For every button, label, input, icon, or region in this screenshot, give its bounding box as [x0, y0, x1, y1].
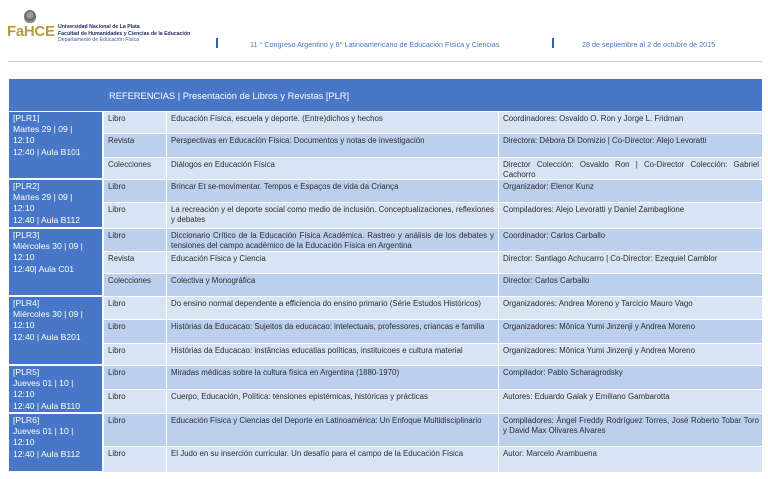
table-row [104, 252, 762, 273]
table-row [104, 390, 762, 413]
session-day: Jueves 01 | 10 | [13, 426, 74, 437]
session-plr5 [9, 366, 102, 413]
session-plr1 [9, 112, 102, 179]
logo-text: FaHCE [7, 23, 55, 40]
session-time: 12:10 [13, 389, 35, 400]
session-time: 12:10 [13, 437, 35, 448]
item-title: Miradas médicas sobre la cultura física en Argentina (1880-1970) [166, 366, 497, 389]
session-time: 12:10 [13, 203, 35, 214]
item-responsible: Director Colección: Osvaldo Ron | Co-Director Colección: Gabriel Cachorro [498, 158, 762, 179]
item-title: Educación Física y Ciencia [166, 252, 497, 273]
item-type: Libro [108, 231, 126, 240]
item-responsible: Director: Santiago Achucarro | Co-Director: Ezequiel Camblor [498, 252, 762, 273]
item-title: Do ensino normal dependente a efficiencia do ensino primario (Série Estudos Históricos) [166, 297, 497, 319]
item-responsible: Organizador: Elenor Kunz [498, 180, 762, 202]
congress-title: 11 ° Congreso Argentino y 6° Latinoamericano de Educación Física y Ciencias [250, 40, 500, 49]
session-room: 12:40 | Aula B112 [13, 214, 81, 225]
university-seal-icon [24, 10, 36, 23]
item-responsible: Autores: Eduardo Galak y Emiliano Gambarotta [498, 390, 762, 413]
item-type: Libro [108, 392, 126, 401]
header-rule [8, 61, 762, 62]
table-row [104, 134, 762, 157]
item-type: Colecciones [108, 160, 151, 169]
item-title: Educación Física, escuela y deporte. (Entre)dichos y hechos [166, 112, 497, 133]
item-responsible: Directora: Débora Di Domizio | Co-Director: Alejo Levoratti [498, 134, 762, 157]
item-responsible: Coordinadores: Osvaldo O. Ron y Jorge L. Fridman [498, 112, 762, 133]
item-responsible: Organizadores: Mônica Yumi Jinzenji y Andrea Moreno [498, 344, 762, 365]
session-code: [PLR1] [13, 113, 40, 123]
item-responsible: Compiladores: Alejo Levoratti y Daniel Zambaglione [498, 203, 762, 228]
session-plr6 [9, 414, 102, 472]
institution-department: Departamento de Educación Física [58, 37, 140, 44]
session-room: 12:40 | Aula B112 [13, 448, 81, 459]
item-type: Libro [108, 114, 126, 123]
item-type: Revista [108, 136, 135, 145]
item-title: La recreación y el deporte social como medio de inclusión. Conceptualizaciones, reflexiones y debates [166, 203, 497, 228]
table-row [104, 414, 762, 446]
session-day: Miércoles 30 | 09 | [13, 309, 83, 320]
congress-dates: 28 de septiembre al 2 de octubre de 2015 [582, 40, 716, 49]
session-day: Martes 29 | 09 | [13, 192, 73, 203]
session-day: Jueves 01 | 10 | [13, 378, 74, 389]
session-room: 12:40 | Aula B110 [13, 400, 81, 411]
table-banner [9, 79, 762, 111]
institution-block [58, 24, 190, 44]
fahce-logo [7, 10, 59, 42]
item-title: Diálogos en Educación Física [166, 158, 497, 179]
item-title: El Judo en su inserción curricular. Un desafío para el campo de la Educación Física [166, 447, 497, 472]
session-time: 12:10 [13, 135, 35, 146]
item-title: Perspectivas en Educación Física: Documentos y notas de investigación [166, 134, 497, 157]
references-table [9, 79, 762, 472]
institution-university: Universidad Nacional de La Plata [58, 24, 140, 30]
table-row [104, 447, 762, 472]
session-day: Martes 29 | 09 | [13, 124, 73, 135]
item-type: Libro [108, 416, 126, 425]
item-responsible: Director: Carlos Carballo [498, 274, 762, 296]
table-row [104, 229, 762, 251]
session-plr4 [9, 297, 102, 365]
session-plr2 [9, 180, 102, 228]
table-row [104, 274, 762, 296]
item-type: Libro [108, 449, 126, 458]
table-row [104, 203, 762, 228]
item-type: Libro [108, 322, 126, 331]
item-title: Cuerpo, Educación, Política: tensiones epistémicas, históricas y prácticas [166, 390, 497, 413]
session-room: 12:40 | Aula B201 [13, 331, 81, 342]
session-code: [PLR3] [13, 230, 40, 240]
item-type: Libro [108, 346, 126, 355]
item-title: Colectiva y Monográfica [166, 274, 497, 296]
table-title: REFERENCIAS | Presentación de Libros y Revistas [PLR] [109, 91, 350, 101]
table-row [104, 112, 762, 133]
session-code: [PLR2] [13, 181, 40, 191]
session-room: 12:40| Aula C01 [13, 263, 75, 274]
session-day: Miércoles 30 | 09 | [13, 241, 83, 252]
item-type: Revista [108, 254, 135, 263]
session-code: [PLR4] [13, 298, 40, 308]
item-title: Educación Física y Ciencias del Deporte en Latinoamérica: Un Enfoque Multidisciplinario [166, 414, 497, 446]
item-title: Histórias da Educacao: instâncias educatias políticas, instituicoes e cultura material [166, 344, 497, 365]
session-time: 12:10 [13, 320, 35, 331]
header-separator [552, 38, 554, 48]
item-type: Libro [108, 205, 126, 214]
item-title: Diccionario Crítico de la Educación Física Académica. Rastreo y análisis de los debates y tensiones del campo académico de la Educación Física en Argentina [166, 229, 497, 251]
item-type: Libro [108, 182, 126, 191]
item-title: Histórias da Educacao: Sujeitos da educacao: intelectuais, professores, criancas e familia [166, 320, 497, 343]
item-responsible: Organizadores: Mônica Yumi Jinzenji y Andrea Moreno [498, 320, 762, 343]
table-row [104, 158, 762, 179]
table-row [104, 344, 762, 365]
session-code: [PLR6] [13, 415, 40, 425]
session-time: 12:10 [13, 252, 35, 263]
item-type: Libro [108, 299, 126, 308]
item-responsible: Organizadores: Andrea Moreno y Tarcicio Mauro Vago [498, 297, 762, 319]
header-separator [216, 38, 218, 48]
table-row [104, 180, 762, 202]
session-room: 12:40 | Aula B101 [13, 146, 81, 157]
document-header [0, 0, 768, 60]
item-responsible: Compilador: Pablo Scharagrodsky [498, 366, 762, 389]
table-row [104, 366, 762, 389]
item-type: Libro [108, 368, 126, 377]
item-responsible: Autor: Marcelo Arambuena [498, 447, 762, 472]
table-row [104, 320, 762, 343]
institution-faculty: Facultad de Humanidades y Ciencias de la Educación [58, 30, 191, 37]
item-responsible: Coordinador: Carlos Carballo [498, 229, 762, 251]
session-plr3 [9, 229, 102, 296]
item-title: Brincar Et se-movimentar. Tempos e Espaços de vida da Criança [166, 180, 497, 202]
session-code: [PLR5] [13, 367, 40, 377]
item-responsible: Compiladores: Ángel Freddy Rodríguez Torres, José Roberto Tobar Toro y David Max Olivares Alvares [498, 414, 762, 446]
item-type: Colecciones [108, 276, 151, 285]
table-row [104, 297, 762, 319]
